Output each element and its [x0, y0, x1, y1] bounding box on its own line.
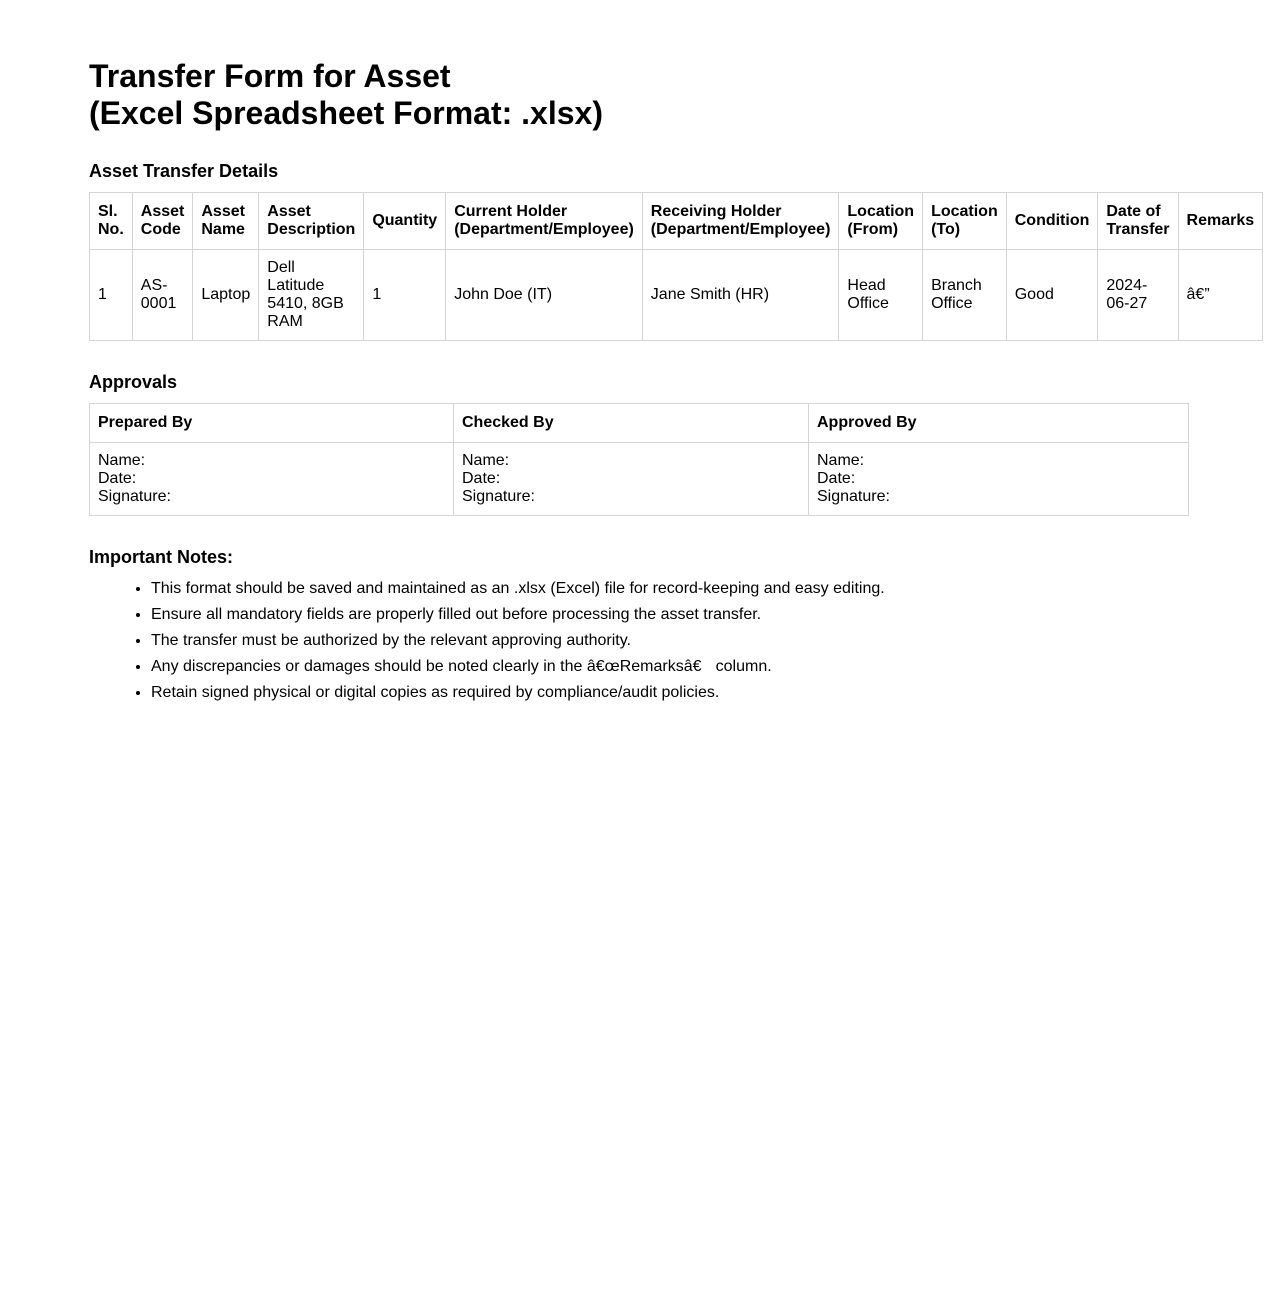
cell-quantity: 1: [364, 250, 446, 341]
cell-date-of-transfer: 2024- 06-27: [1098, 250, 1178, 341]
signature-field-label: Signature:: [98, 488, 171, 505]
header-quantity: Quantity: [364, 193, 446, 250]
signature-field-label: Signature:: [817, 488, 890, 505]
prepared-by-fields: [90, 443, 454, 516]
approvals-table: [89, 403, 1189, 516]
header-asset-description: Asset Description: [259, 193, 364, 250]
document-page: [89, 58, 1269, 710]
name-field-label: Name:: [462, 452, 510, 469]
important-notes-heading: Important Notes:: [89, 547, 233, 567]
header-prepared-by: Prepared By: [90, 404, 454, 443]
table-row: [90, 443, 1189, 516]
cell-location-from: Head Office: [839, 250, 923, 341]
details-header-row: [90, 193, 1263, 250]
cell-asset-name: Laptop: [193, 250, 259, 341]
approvals-heading: Approvals: [89, 372, 178, 392]
important-notes-list: [89, 580, 1269, 702]
page-title-line-1: Transfer Form for Asset: [89, 58, 451, 94]
list-item: • Ensure all mandatory fields are properly filled out before processing the asset transfer.: [151, 606, 1269, 624]
checked-by-fields: [454, 443, 809, 516]
name-field-label: Name:: [817, 452, 865, 469]
header-asset-name: Asset Name: [193, 193, 259, 250]
table-row: [90, 250, 1263, 341]
cell-asset-code: AS- 0001: [132, 250, 193, 341]
header-condition: Condition: [1006, 193, 1098, 250]
cell-asset-description: Dell Latitude 5410, 8GB RAM: [259, 250, 364, 341]
asset-transfer-details-heading: Asset Transfer Details: [89, 161, 279, 181]
header-remarks: Remarks: [1178, 193, 1263, 250]
approvals-header-row: [90, 404, 1189, 443]
date-field-label: Date:: [462, 470, 501, 487]
list-item: • The transfer must be authorized by the relevant approving authority.: [151, 632, 1269, 650]
cell-receiving-holder: Jane Smith (HR): [642, 250, 839, 341]
list-item: • This format should be saved and maintained as an .xlsx (Excel) file for record-keeping and easy editing.: [151, 580, 1269, 598]
page-title: [89, 58, 1269, 132]
header-checked-by: Checked By: [454, 404, 809, 443]
cell-current-holder: John Doe (IT): [446, 250, 643, 341]
date-field-label: Date:: [817, 470, 856, 487]
approved-by-fields: [809, 443, 1189, 516]
header-location-to: Location (To): [923, 193, 1007, 250]
name-field-label: Name:: [98, 452, 146, 469]
list-item: • Retain signed physical or digital copies as required by compliance/audit policies.: [151, 684, 1269, 702]
signature-field-label: Signature:: [462, 488, 535, 505]
cell-remarks: â€”: [1178, 250, 1263, 341]
header-sl-no: Sl. No.: [90, 193, 133, 250]
asset-transfer-details-table: [89, 192, 1263, 341]
date-field-label: Date:: [98, 470, 137, 487]
header-date-of-transfer: Date of Transfer: [1098, 193, 1178, 250]
cell-location-to: Branch Office: [923, 250, 1007, 341]
header-receiving-holder: Receiving Holder (Department/Employee): [642, 193, 839, 250]
page-title-line-2: (Excel Spreadsheet Format: .xlsx): [89, 95, 603, 131]
header-asset-code: Asset Code: [132, 193, 193, 250]
header-current-holder: Current Holder (Department/Employee): [446, 193, 643, 250]
cell-sl-no: 1: [90, 250, 133, 341]
header-location-from: Location (From): [839, 193, 923, 250]
cell-condition: Good: [1006, 250, 1098, 341]
list-item: • Any discrepancies or damages should be noted clearly in the â€œRemarksâ€ column.: [151, 658, 1269, 676]
header-approved-by: Approved By: [809, 404, 1189, 443]
